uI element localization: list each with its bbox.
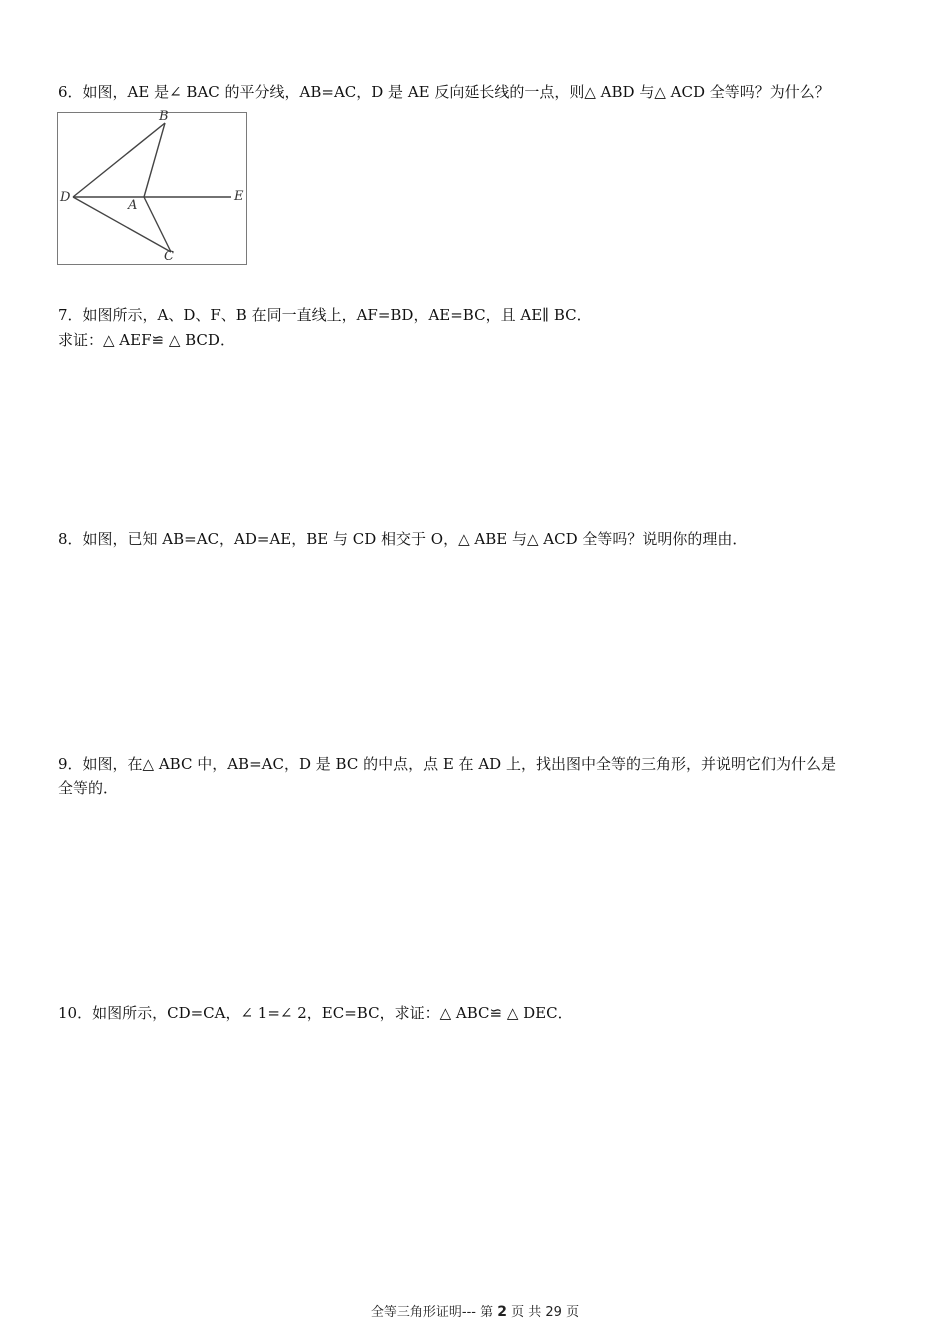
page-footer <box>0 1301 950 1320</box>
segment-dc <box>73 197 171 252</box>
question-7-line2: 求证：△ AEF≌ △ BCD． <box>58 331 235 349</box>
label-b: B <box>159 109 169 124</box>
footer-middle: 页 共 <box>511 1305 542 1320</box>
question-8: 8．如图，已知 AB=AC，AD=AE，BE 与 CD 相交于 O，△ ABE 与△ ACD 全等吗？说明你的理由． <box>58 530 748 548</box>
segment-ba <box>144 123 165 197</box>
footer-page-number: 2 <box>497 1304 507 1320</box>
figure-q6-diagram <box>57 109 247 265</box>
label-d: D <box>60 190 71 205</box>
footer-prefix: 全等三角形证明--- 第 <box>370 1305 494 1320</box>
question-10: 10．如图所示，CD=CA，∠ 1=∠ 2，EC=BC，求证：△ ABC≌ △ DEC． <box>58 1004 573 1022</box>
segment-db <box>73 123 165 197</box>
question-6: 6．如图，AE 是∠ BAC 的平分线，AB=AC，D 是 AE 反向延长线的一点，则△ ABD 与△ ACD 全等吗？为什么？ <box>58 83 830 101</box>
footer-total-pages: 29 <box>545 1305 562 1320</box>
geometry-diagram <box>58 113 248 266</box>
question-9-line2: 全等的． <box>58 779 119 797</box>
label-e: E <box>234 189 244 204</box>
label-a: A <box>128 198 138 213</box>
question-9-line1: 9．如图，在△ ABC 中，AB=AC，D 是 BC 的中点，点 E 在 AD 上，找出图中全等的三角形，并说明它们为什么是 <box>58 755 836 773</box>
label-c: C <box>164 249 174 264</box>
footer-suffix: 页 <box>566 1305 580 1320</box>
question-7-line1: 7．如图所示，A、D、F、B 在同一直线上，AF=BD，AE=BC，且 AE∥ BC． <box>58 306 592 324</box>
